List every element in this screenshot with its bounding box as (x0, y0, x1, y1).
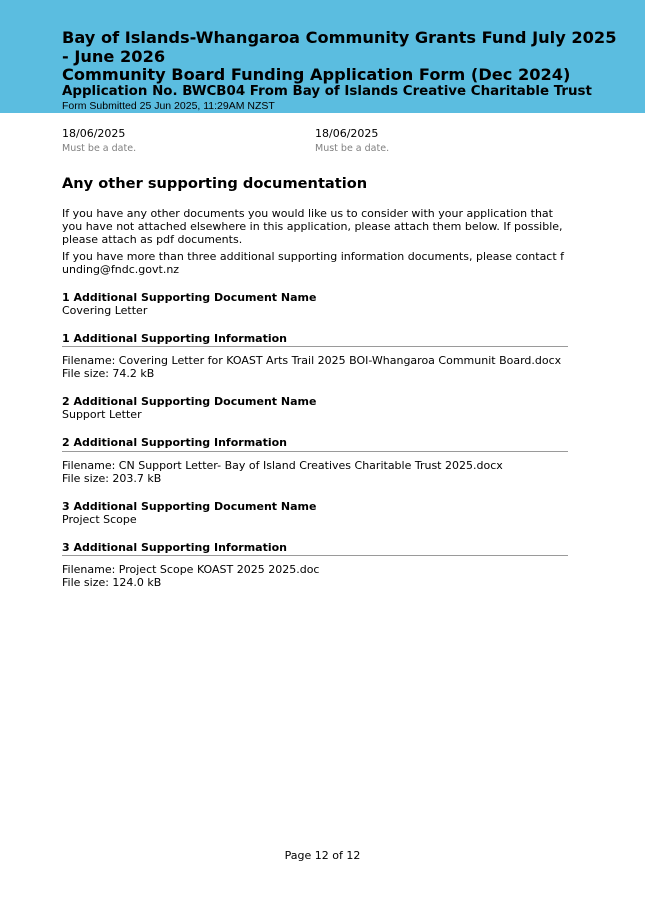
doc2-filesize: File size: 203.7 kB (62, 472, 162, 485)
date-hint-1: Must be a date. (62, 143, 137, 154)
doc2-divider (62, 451, 568, 452)
header-banner (0, 0, 645, 113)
page-number: Page 12 of 12 (284, 849, 361, 862)
doc3-name-value: Project Scope (62, 513, 137, 526)
form-name: Community Board Funding Application Form (Dec 2024) (62, 65, 571, 84)
date-value-1: 18/06/2025 (62, 127, 126, 140)
date-value-2: 18/06/2025 (315, 127, 379, 140)
doc1-filesize: File size: 74.2 kB (62, 367, 155, 380)
fund-title: Bay of Islands-Whangaroa Community Grants Fund July 2025 - June 2026 (62, 28, 617, 66)
doc2-name-label: 2 Additional Supporting Document Name (62, 395, 317, 408)
doc2-name-value: Support Letter (62, 408, 142, 421)
doc2-info-label: 2 Additional Supporting Information (62, 436, 287, 449)
doc1-name-label: 1 Additional Supporting Document Name (62, 291, 317, 304)
doc3-filesize: File size: 124.0 kB (62, 576, 162, 589)
application-number: Application No. BWCB04 From Bay of Islands Creative Charitable Trust (62, 84, 592, 99)
doc3-filename: Filename: Project Scope KOAST 2025 2025.doc (62, 563, 320, 576)
doc2-filename: Filename: CN Support Letter- Bay of Island Creatives Charitable Trust 2025.docx (62, 459, 503, 472)
doc1-name-value: Covering Letter (62, 304, 148, 317)
doc3-name-label: 3 Additional Supporting Document Name (62, 500, 317, 513)
submitted-timestamp: Form Submitted 25 Jun 2025, 11:29AM NZST (62, 100, 275, 112)
contact-paragraph: If you have more than three additional supporting information documents, please contact funding@fndc.govt.nz (62, 250, 565, 277)
date-hint-2: Must be a date. (315, 143, 390, 154)
intro-paragraph: If you have any other documents you would like us to consider with your application that you have not attached elsewhere in this application, please attach them below. If possible, please attach as pdf documents. (62, 207, 563, 247)
doc1-divider (62, 346, 568, 347)
section-title: Any other supporting documentation (62, 175, 368, 192)
doc3-divider (62, 555, 568, 556)
doc1-filename: Filename: Covering Letter for KOAST Arts Trail 2025 BOI-Whangaroa Communit Board.docx (62, 354, 562, 367)
doc1-info-label: 1 Additional Supporting Information (62, 332, 287, 345)
doc3-info-label: 3 Additional Supporting Information (62, 541, 287, 554)
